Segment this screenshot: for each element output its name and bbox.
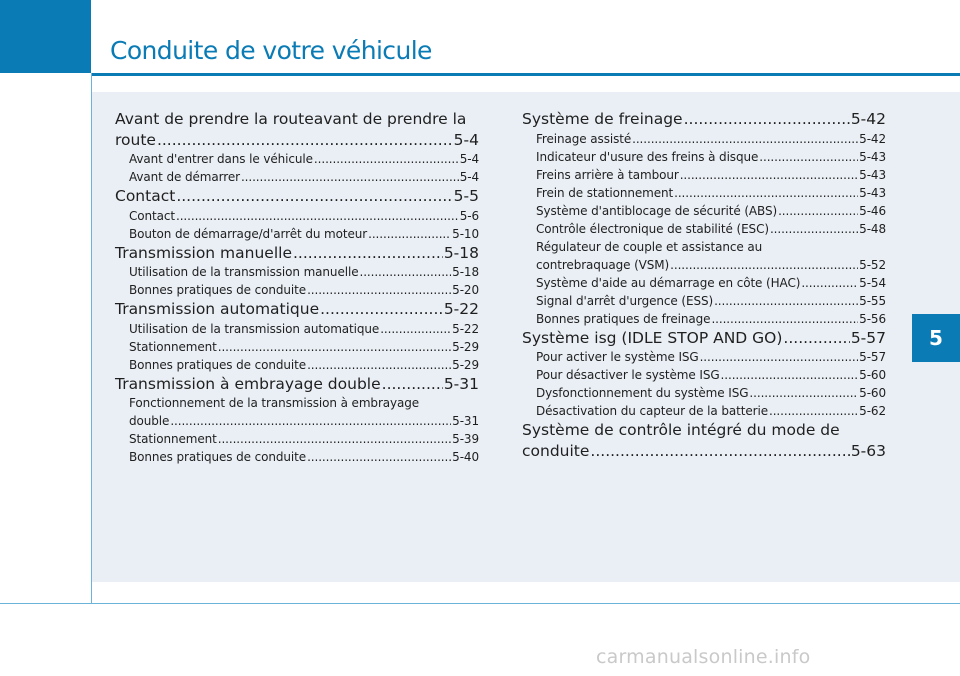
toc-entry-row xyxy=(115,131,479,151)
dot-leader xyxy=(590,442,849,462)
toc-entry-title: route xyxy=(115,130,156,149)
dot-leader xyxy=(241,168,459,186)
dot-leader xyxy=(700,348,859,366)
toc-entry-row xyxy=(522,329,886,349)
toc-entry-title-line: Avant de prendre la routeavant de prendre la xyxy=(115,110,467,128)
toc-entry[interactable] xyxy=(522,310,886,328)
toc-page-number: 5-42 xyxy=(850,110,886,128)
toc-entry-title: Frein de stationnement xyxy=(536,185,674,200)
toc-entry-row xyxy=(522,256,886,274)
toc-entry[interactable] xyxy=(115,356,479,374)
toc-entry-row xyxy=(115,412,479,430)
toc-entry[interactable] xyxy=(522,292,886,310)
dot-leader xyxy=(218,338,451,356)
toc-page-number: 5-18 xyxy=(443,243,479,262)
toc-page-number: 5-29 xyxy=(452,339,479,354)
toc-page-number: 5-4 xyxy=(459,152,479,166)
toc-page-number: 5-10 xyxy=(452,226,479,241)
toc-entry-title: Signal d'arrêt d'urgence (ESS) xyxy=(536,293,714,308)
toc-entry-title: Stationnement xyxy=(129,339,217,354)
toc-entry[interactable] xyxy=(115,448,479,466)
toc-entry[interactable] xyxy=(115,168,479,186)
toc-entry-row xyxy=(115,300,479,320)
toc-entry[interactable] xyxy=(522,130,886,148)
toc-entry[interactable] xyxy=(115,187,479,207)
toc-entry-title: Bouton de démarrage/d'arrêt du moteur xyxy=(129,226,368,241)
dot-leader xyxy=(359,263,451,281)
toc-entry-row xyxy=(522,184,886,202)
toc-entry[interactable] xyxy=(115,320,479,338)
toc-page-number: 5-52 xyxy=(859,257,886,272)
dot-leader xyxy=(632,130,858,148)
toc-entry-title: Freins arrière à tambour xyxy=(536,167,679,182)
toc-entry-row xyxy=(522,202,886,220)
toc-page-number: 5-54 xyxy=(859,275,886,290)
toc-entry-row xyxy=(115,356,479,374)
toc-entry-title: Contact xyxy=(129,208,175,223)
toc-page-number: 5-43 xyxy=(859,167,886,182)
toc-entry[interactable] xyxy=(522,421,886,461)
dot-leader xyxy=(670,256,858,274)
toc-page-number: 5-22 xyxy=(443,300,479,318)
title-underline xyxy=(91,73,960,76)
toc-entry-title: Stationnement xyxy=(129,432,217,446)
toc-entry-title: Freinage assisté xyxy=(536,131,632,146)
toc-page-number: 5-18 xyxy=(452,265,479,279)
toc-entry-title: Utilisation de la transmission manuelle xyxy=(129,265,359,279)
toc-entry[interactable] xyxy=(522,384,886,402)
toc-entry-row xyxy=(115,281,479,299)
toc-entry-title: Indicateur d'usure des freins à disque xyxy=(536,149,759,164)
toc-page-number: 5-60 xyxy=(859,368,886,382)
bottom-rule xyxy=(0,603,960,604)
dot-leader xyxy=(382,375,443,395)
toc-entry-title-line: Système de contrôle intégré du mode de xyxy=(522,421,840,439)
toc-entry-row xyxy=(115,338,479,356)
toc-entry-row xyxy=(522,148,886,166)
toc-entry-row xyxy=(115,207,479,225)
toc-entry-row xyxy=(522,366,886,384)
toc-entry-row xyxy=(115,225,479,243)
toc-entry-title: Bonnes pratiques de conduite xyxy=(129,450,307,464)
toc-entry[interactable] xyxy=(115,430,479,448)
toc-column-right xyxy=(522,109,886,461)
toc-entry-row xyxy=(115,430,479,448)
dot-leader xyxy=(176,187,452,207)
dot-leader xyxy=(749,384,858,402)
dot-leader xyxy=(778,202,858,220)
toc-entry-row xyxy=(115,448,479,466)
toc-entry-row xyxy=(522,292,886,310)
left-color-block xyxy=(0,0,91,73)
watermark: carmanualsonline.info xyxy=(596,646,811,668)
toc-entry[interactable] xyxy=(115,207,479,225)
toc-entry[interactable] xyxy=(115,225,479,243)
toc-entry-title: Bonnes pratiques de conduite xyxy=(129,357,307,372)
toc-entry[interactable] xyxy=(115,394,479,430)
toc-page-number: 5-4 xyxy=(453,130,479,149)
toc-page-number: 5-57 xyxy=(859,350,886,364)
toc-page-number: 5-31 xyxy=(452,414,479,428)
toc-entry[interactable] xyxy=(522,329,886,349)
toc-page-number: 5-57 xyxy=(850,328,886,347)
toc-entry-row xyxy=(522,220,886,238)
toc-entry[interactable] xyxy=(522,166,886,184)
toc-entry-title: Pour désactiver le système ISG xyxy=(536,368,720,382)
toc-entry-row xyxy=(115,187,479,207)
dot-leader xyxy=(801,274,858,292)
dot-leader xyxy=(320,300,443,320)
toc-entry[interactable] xyxy=(115,244,479,264)
toc-entry[interactable] xyxy=(115,281,479,299)
toc-entry-row xyxy=(115,263,479,281)
toc-page-number: 5-55 xyxy=(859,293,886,308)
toc-entry-title: Avant d'entrer dans le véhicule xyxy=(129,152,313,166)
toc-page-number: 5-48 xyxy=(859,221,886,236)
toc-entry-row xyxy=(522,442,886,462)
toc-entry-title: Système d'antiblocage de sécurité (ABS) xyxy=(536,203,778,218)
toc-page-number: 5-31 xyxy=(443,374,479,393)
toc-page-number: 5-46 xyxy=(859,203,886,218)
toc-entry-row xyxy=(115,150,479,168)
toc-entry-row xyxy=(522,274,886,292)
toc-page-number: 5-22 xyxy=(452,321,479,336)
dot-leader xyxy=(380,320,451,338)
dot-leader xyxy=(368,225,451,243)
toc-entry-title: Système d'aide au démarrage en côte (HAC) xyxy=(536,275,801,290)
toc-entry[interactable] xyxy=(522,110,886,130)
toc-entry[interactable] xyxy=(522,402,886,420)
toc-page-number: 5-60 xyxy=(859,386,886,400)
toc-entry-row xyxy=(522,166,886,184)
toc-entry[interactable] xyxy=(115,110,479,150)
toc-entry-row xyxy=(522,348,886,366)
toc-entry-title: Dysfonctionnement du système ISG xyxy=(536,386,749,400)
dot-leader xyxy=(684,110,850,130)
toc-entry[interactable] xyxy=(115,300,479,320)
toc-entry[interactable] xyxy=(522,274,886,292)
dot-leader xyxy=(714,292,858,310)
toc-page-number: 5-5 xyxy=(453,187,479,205)
toc-entry-title: Système isg (IDLE STOP AND GO) xyxy=(522,328,783,347)
dot-leader xyxy=(307,448,451,466)
toc-entry-row xyxy=(115,244,479,264)
toc-entry-title: Bonnes pratiques de freinage xyxy=(536,311,711,326)
toc-entry-title: double xyxy=(129,414,170,428)
dot-leader xyxy=(680,166,858,184)
toc-entry[interactable] xyxy=(522,202,886,220)
dot-leader xyxy=(674,184,858,202)
toc-entry[interactable] xyxy=(522,348,886,366)
toc-entry-title: contrebraquage (VSM) xyxy=(536,257,670,272)
toc-entry-row xyxy=(522,310,886,328)
dot-leader xyxy=(170,412,451,430)
toc-entry-title: Transmission à embrayage double xyxy=(115,374,381,393)
toc-entry-title: Transmission automatique xyxy=(115,300,320,318)
toc-entry-title: Bonnes pratiques de conduite xyxy=(129,283,307,297)
toc-column-left xyxy=(115,109,479,466)
dot-leader xyxy=(176,207,459,225)
toc-entry[interactable] xyxy=(522,238,886,274)
dot-leader xyxy=(769,402,858,420)
toc-entry-title: Contrôle électronique de stabilité (ESC) xyxy=(536,221,769,236)
toc-page-number: 5-39 xyxy=(452,432,479,446)
toc-entry-title: Système de freinage xyxy=(522,110,683,128)
toc-entry-title-line: Régulateur de couple et assistance au xyxy=(536,239,763,254)
toc-entry[interactable] xyxy=(522,184,886,202)
toc-page-number: 5-4 xyxy=(459,170,479,184)
toc-entry-row xyxy=(522,110,886,130)
toc-entry[interactable] xyxy=(115,375,479,395)
toc-entry[interactable] xyxy=(522,148,886,166)
toc-entry-row xyxy=(522,130,886,148)
dot-leader xyxy=(157,131,453,151)
toc-entry-row xyxy=(522,384,886,402)
toc-entry[interactable] xyxy=(115,263,479,281)
toc-page-number: 5-63 xyxy=(850,441,886,460)
dot-leader xyxy=(293,244,443,264)
toc-entry-row xyxy=(522,402,886,420)
toc-page-number: 5-56 xyxy=(859,311,886,326)
toc-entry[interactable] xyxy=(115,338,479,356)
toc-entry-title: conduite xyxy=(522,441,590,460)
toc-entry-row xyxy=(115,320,479,338)
dot-leader xyxy=(307,281,451,299)
toc-entry-row xyxy=(115,168,479,186)
dot-leader xyxy=(711,310,858,328)
toc-entry-title: Pour activer le système ISG xyxy=(536,350,699,364)
toc-entry[interactable] xyxy=(115,150,479,168)
toc-entry-title: Transmission manuelle xyxy=(115,243,292,262)
dot-leader xyxy=(783,329,849,349)
toc-page-number: 5-40 xyxy=(452,450,479,464)
toc-entry-title: Contact xyxy=(115,187,176,205)
toc-entry-title-line: Fonctionnement de la transmission à embrayage xyxy=(129,396,420,410)
page-title: Conduite de votre véhicule xyxy=(110,36,432,65)
dot-leader xyxy=(218,430,451,448)
toc-entry[interactable] xyxy=(522,366,886,384)
toc-page-number: 5-42 xyxy=(859,131,886,146)
toc-page-number: 5-43 xyxy=(859,185,886,200)
toc-entry-title: Utilisation de la transmission automatique xyxy=(129,321,380,336)
dot-leader xyxy=(770,220,858,238)
chapter-tab[interactable]: 5 xyxy=(912,314,960,362)
dot-leader xyxy=(721,366,859,384)
dot-leader xyxy=(314,150,459,168)
dot-leader xyxy=(307,356,451,374)
toc-page-number: 5-62 xyxy=(859,404,886,418)
toc-page-number: 5-20 xyxy=(452,283,479,297)
toc-page-number: 5-6 xyxy=(459,208,479,223)
toc-entry-title: Avant de démarrer xyxy=(129,170,240,184)
dot-leader xyxy=(759,148,858,166)
toc-page-number: 5-29 xyxy=(452,357,479,372)
toc-entry-title: Désactivation du capteur de la batterie xyxy=(536,404,768,418)
toc-page-number: 5-43 xyxy=(859,149,886,164)
toc-entry[interactable] xyxy=(522,220,886,238)
toc-entry-row xyxy=(115,375,479,395)
